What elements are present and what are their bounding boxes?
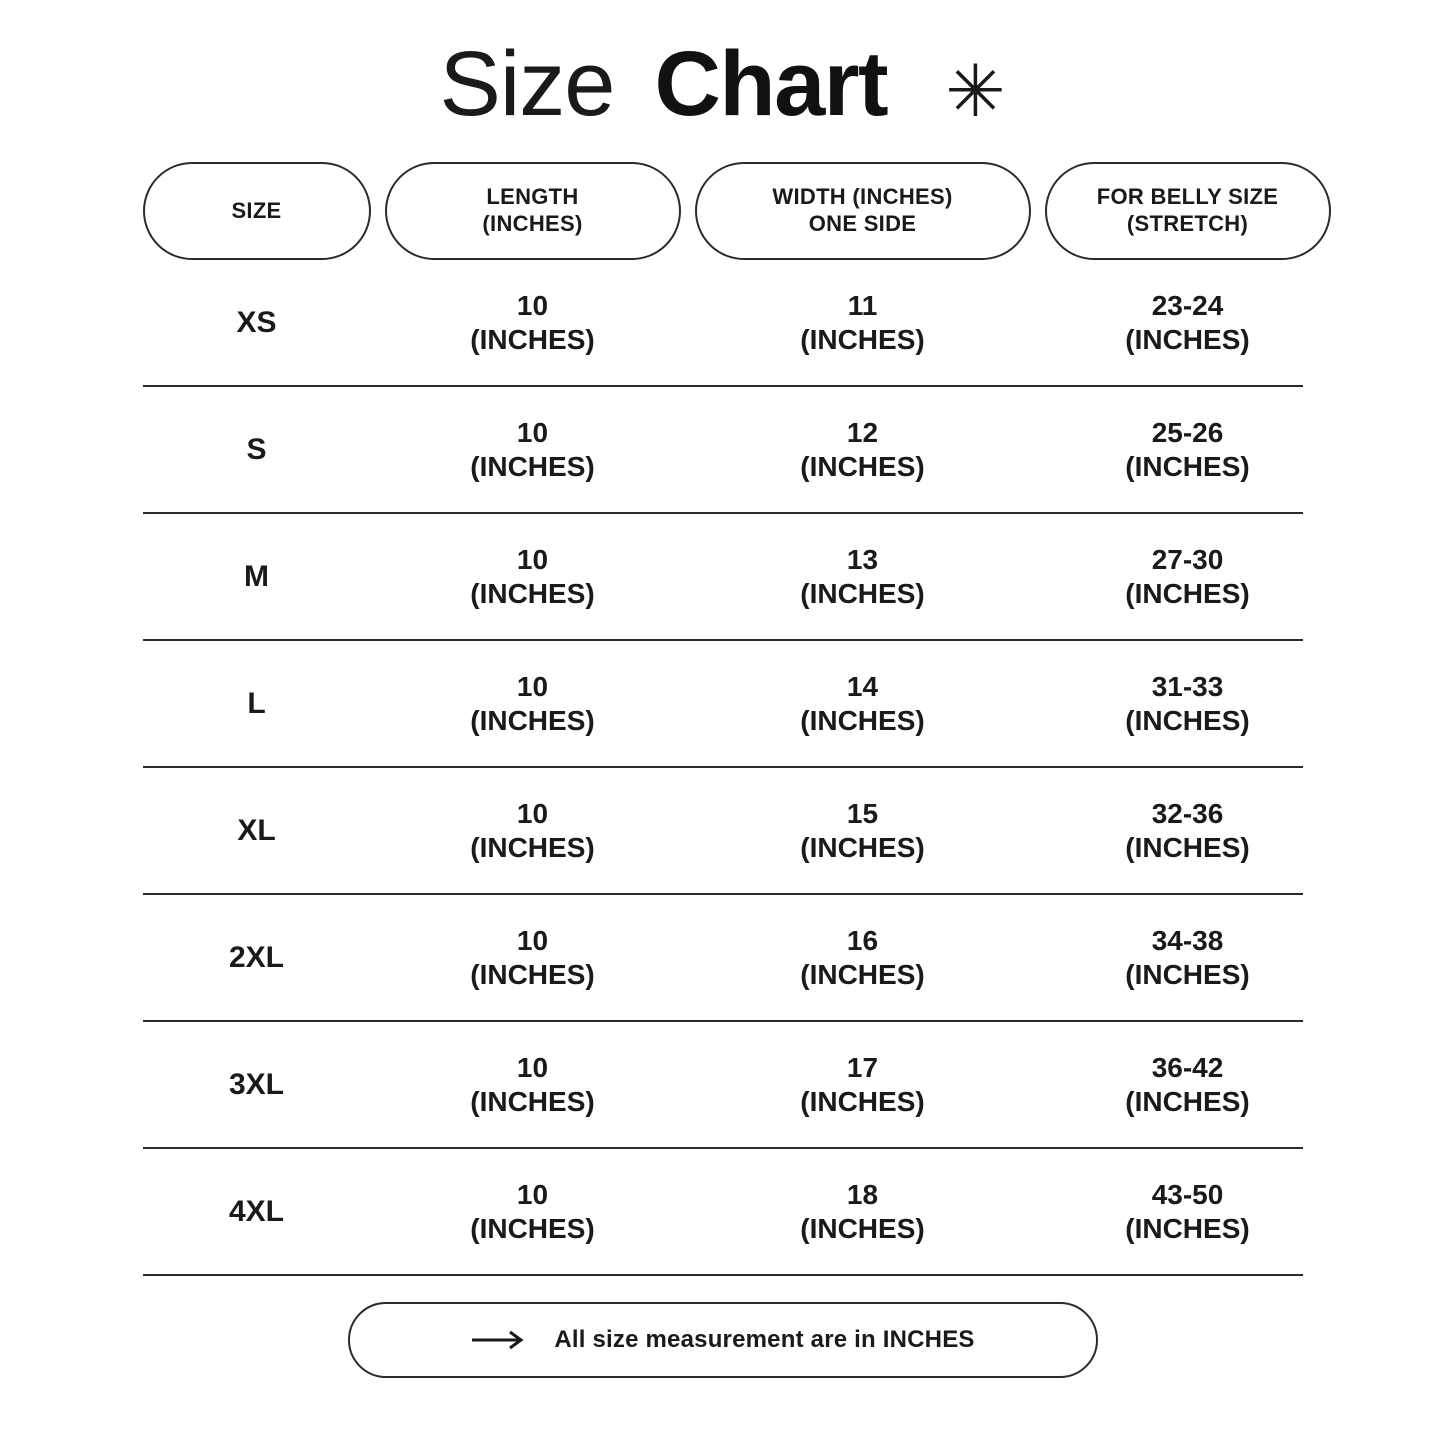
row-belly-value: 32-36 <box>1151 798 1224 830</box>
row-length-value: 10 <box>516 1052 549 1084</box>
row-belly-value: 31-33 <box>1151 671 1224 703</box>
arrow-right-icon <box>470 1329 528 1351</box>
row-size-label: S <box>246 432 267 466</box>
column-header-width-line-1: WIDTH (INCHES) <box>772 184 953 210</box>
row-size-label: M <box>244 559 269 593</box>
column-header-belly-line-1: FOR BELLY SIZE <box>1096 184 1279 210</box>
table-header-row <box>143 162 1303 260</box>
row-belly-unit: (INCHES) <box>1125 1212 1250 1244</box>
row-belly-value: 34-38 <box>1151 925 1224 957</box>
asterisk-icon: ✳ <box>945 52 1006 132</box>
row-length-cell <box>385 1178 681 1244</box>
table-row <box>143 514 1303 641</box>
row-length-value: 10 <box>516 1179 549 1211</box>
row-width-value: 16 <box>846 925 879 957</box>
row-belly-value: 43-50 <box>1151 1179 1224 1211</box>
column-header-length-line-2: (INCHES) <box>482 211 583 236</box>
row-width-value: 15 <box>846 798 879 830</box>
table-row <box>143 1022 1303 1149</box>
row-width-value: 14 <box>846 671 879 703</box>
row-length-unit: (INCHES) <box>470 1212 595 1244</box>
row-width-cell <box>695 670 1031 736</box>
title-word-size: Size <box>439 33 615 135</box>
table-row <box>143 895 1303 1022</box>
row-length-cell <box>385 924 681 990</box>
row-belly-cell <box>1045 289 1331 355</box>
footer-note-text: All size measurement are in INCHES <box>554 1326 975 1353</box>
row-length-value: 10 <box>516 544 549 576</box>
row-size-label: 2XL <box>228 940 285 974</box>
table-row <box>143 768 1303 895</box>
column-header-width-line-2: ONE SIDE <box>808 211 917 236</box>
row-size-label: XS <box>236 305 277 339</box>
row-width-unit: (INCHES) <box>800 323 925 355</box>
row-belly-cell <box>1045 797 1331 863</box>
row-length-unit: (INCHES) <box>470 831 595 863</box>
row-length-unit: (INCHES) <box>470 323 595 355</box>
column-header-size <box>143 162 371 260</box>
row-width-unit: (INCHES) <box>800 831 925 863</box>
row-length-unit: (INCHES) <box>470 1085 595 1117</box>
row-size-label: XL <box>237 813 276 847</box>
column-header-width <box>695 162 1031 260</box>
row-belly-cell <box>1045 670 1331 736</box>
row-length-unit: (INCHES) <box>470 577 595 609</box>
row-width-cell <box>695 797 1031 863</box>
row-belly-cell <box>1045 416 1331 482</box>
row-length-value: 10 <box>516 671 549 703</box>
row-belly-cell <box>1045 924 1331 990</box>
column-header-length <box>385 162 681 260</box>
row-width-unit: (INCHES) <box>800 958 925 990</box>
row-length-value: 10 <box>516 798 549 830</box>
table-row <box>143 1149 1303 1276</box>
row-belly-value: 36-42 <box>1151 1052 1224 1084</box>
row-length-value: 10 <box>516 417 549 449</box>
row-belly-unit: (INCHES) <box>1125 323 1250 355</box>
row-width-value: 18 <box>846 1179 879 1211</box>
row-belly-unit: (INCHES) <box>1125 1085 1250 1117</box>
row-width-unit: (INCHES) <box>800 1212 925 1244</box>
row-belly-value: 23-24 <box>1151 290 1224 322</box>
page-title <box>0 0 1445 135</box>
table-row <box>143 387 1303 514</box>
row-width-cell <box>695 924 1031 990</box>
row-size-label: L <box>247 686 266 720</box>
row-width-unit: (INCHES) <box>800 450 925 482</box>
row-width-value: 11 <box>847 290 878 322</box>
row-width-value: 12 <box>846 417 879 449</box>
row-belly-value: 25-26 <box>1151 417 1224 449</box>
row-length-cell <box>385 416 681 482</box>
row-width-value: 17 <box>846 1052 879 1084</box>
row-width-value: 13 <box>846 544 879 576</box>
row-length-unit: (INCHES) <box>470 450 595 482</box>
row-size-label: 4XL <box>228 1194 285 1228</box>
row-width-cell <box>695 416 1031 482</box>
title-word-chart: Chart <box>654 33 888 135</box>
table-row <box>143 260 1303 387</box>
row-belly-cell <box>1045 543 1331 609</box>
row-width-cell <box>695 1051 1031 1117</box>
row-width-unit: (INCHES) <box>800 577 925 609</box>
column-header-belly <box>1045 162 1331 260</box>
row-belly-unit: (INCHES) <box>1125 577 1250 609</box>
table-row <box>143 641 1303 768</box>
row-length-cell <box>385 543 681 609</box>
row-belly-unit: (INCHES) <box>1125 958 1250 990</box>
row-length-value: 10 <box>516 290 549 322</box>
footer-note-wrap <box>143 1302 1303 1378</box>
column-header-length-line-1: LENGTH <box>486 184 579 210</box>
column-header-size-line-1: SIZE <box>231 197 282 223</box>
row-size-label: 3XL <box>228 1067 285 1101</box>
row-length-cell <box>385 289 681 355</box>
row-length-cell <box>385 1051 681 1117</box>
row-length-unit: (INCHES) <box>470 958 595 990</box>
column-header-belly-line-2: (STRETCH) <box>1126 211 1249 236</box>
row-width-cell <box>695 1178 1031 1244</box>
footer-note <box>348 1302 1098 1378</box>
row-belly-unit: (INCHES) <box>1125 704 1250 736</box>
row-width-cell <box>695 289 1031 355</box>
row-length-cell <box>385 670 681 736</box>
row-belly-cell <box>1045 1178 1331 1244</box>
row-length-value: 10 <box>516 925 549 957</box>
row-width-unit: (INCHES) <box>800 1085 925 1117</box>
row-belly-unit: (INCHES) <box>1125 831 1250 863</box>
row-length-unit: (INCHES) <box>470 704 595 736</box>
row-length-cell <box>385 797 681 863</box>
row-belly-value: 27-30 <box>1151 544 1224 576</box>
row-belly-cell <box>1045 1051 1331 1117</box>
row-width-unit: (INCHES) <box>800 704 925 736</box>
size-chart-table <box>143 162 1303 1378</box>
row-width-cell <box>695 543 1031 609</box>
row-belly-unit: (INCHES) <box>1125 450 1250 482</box>
